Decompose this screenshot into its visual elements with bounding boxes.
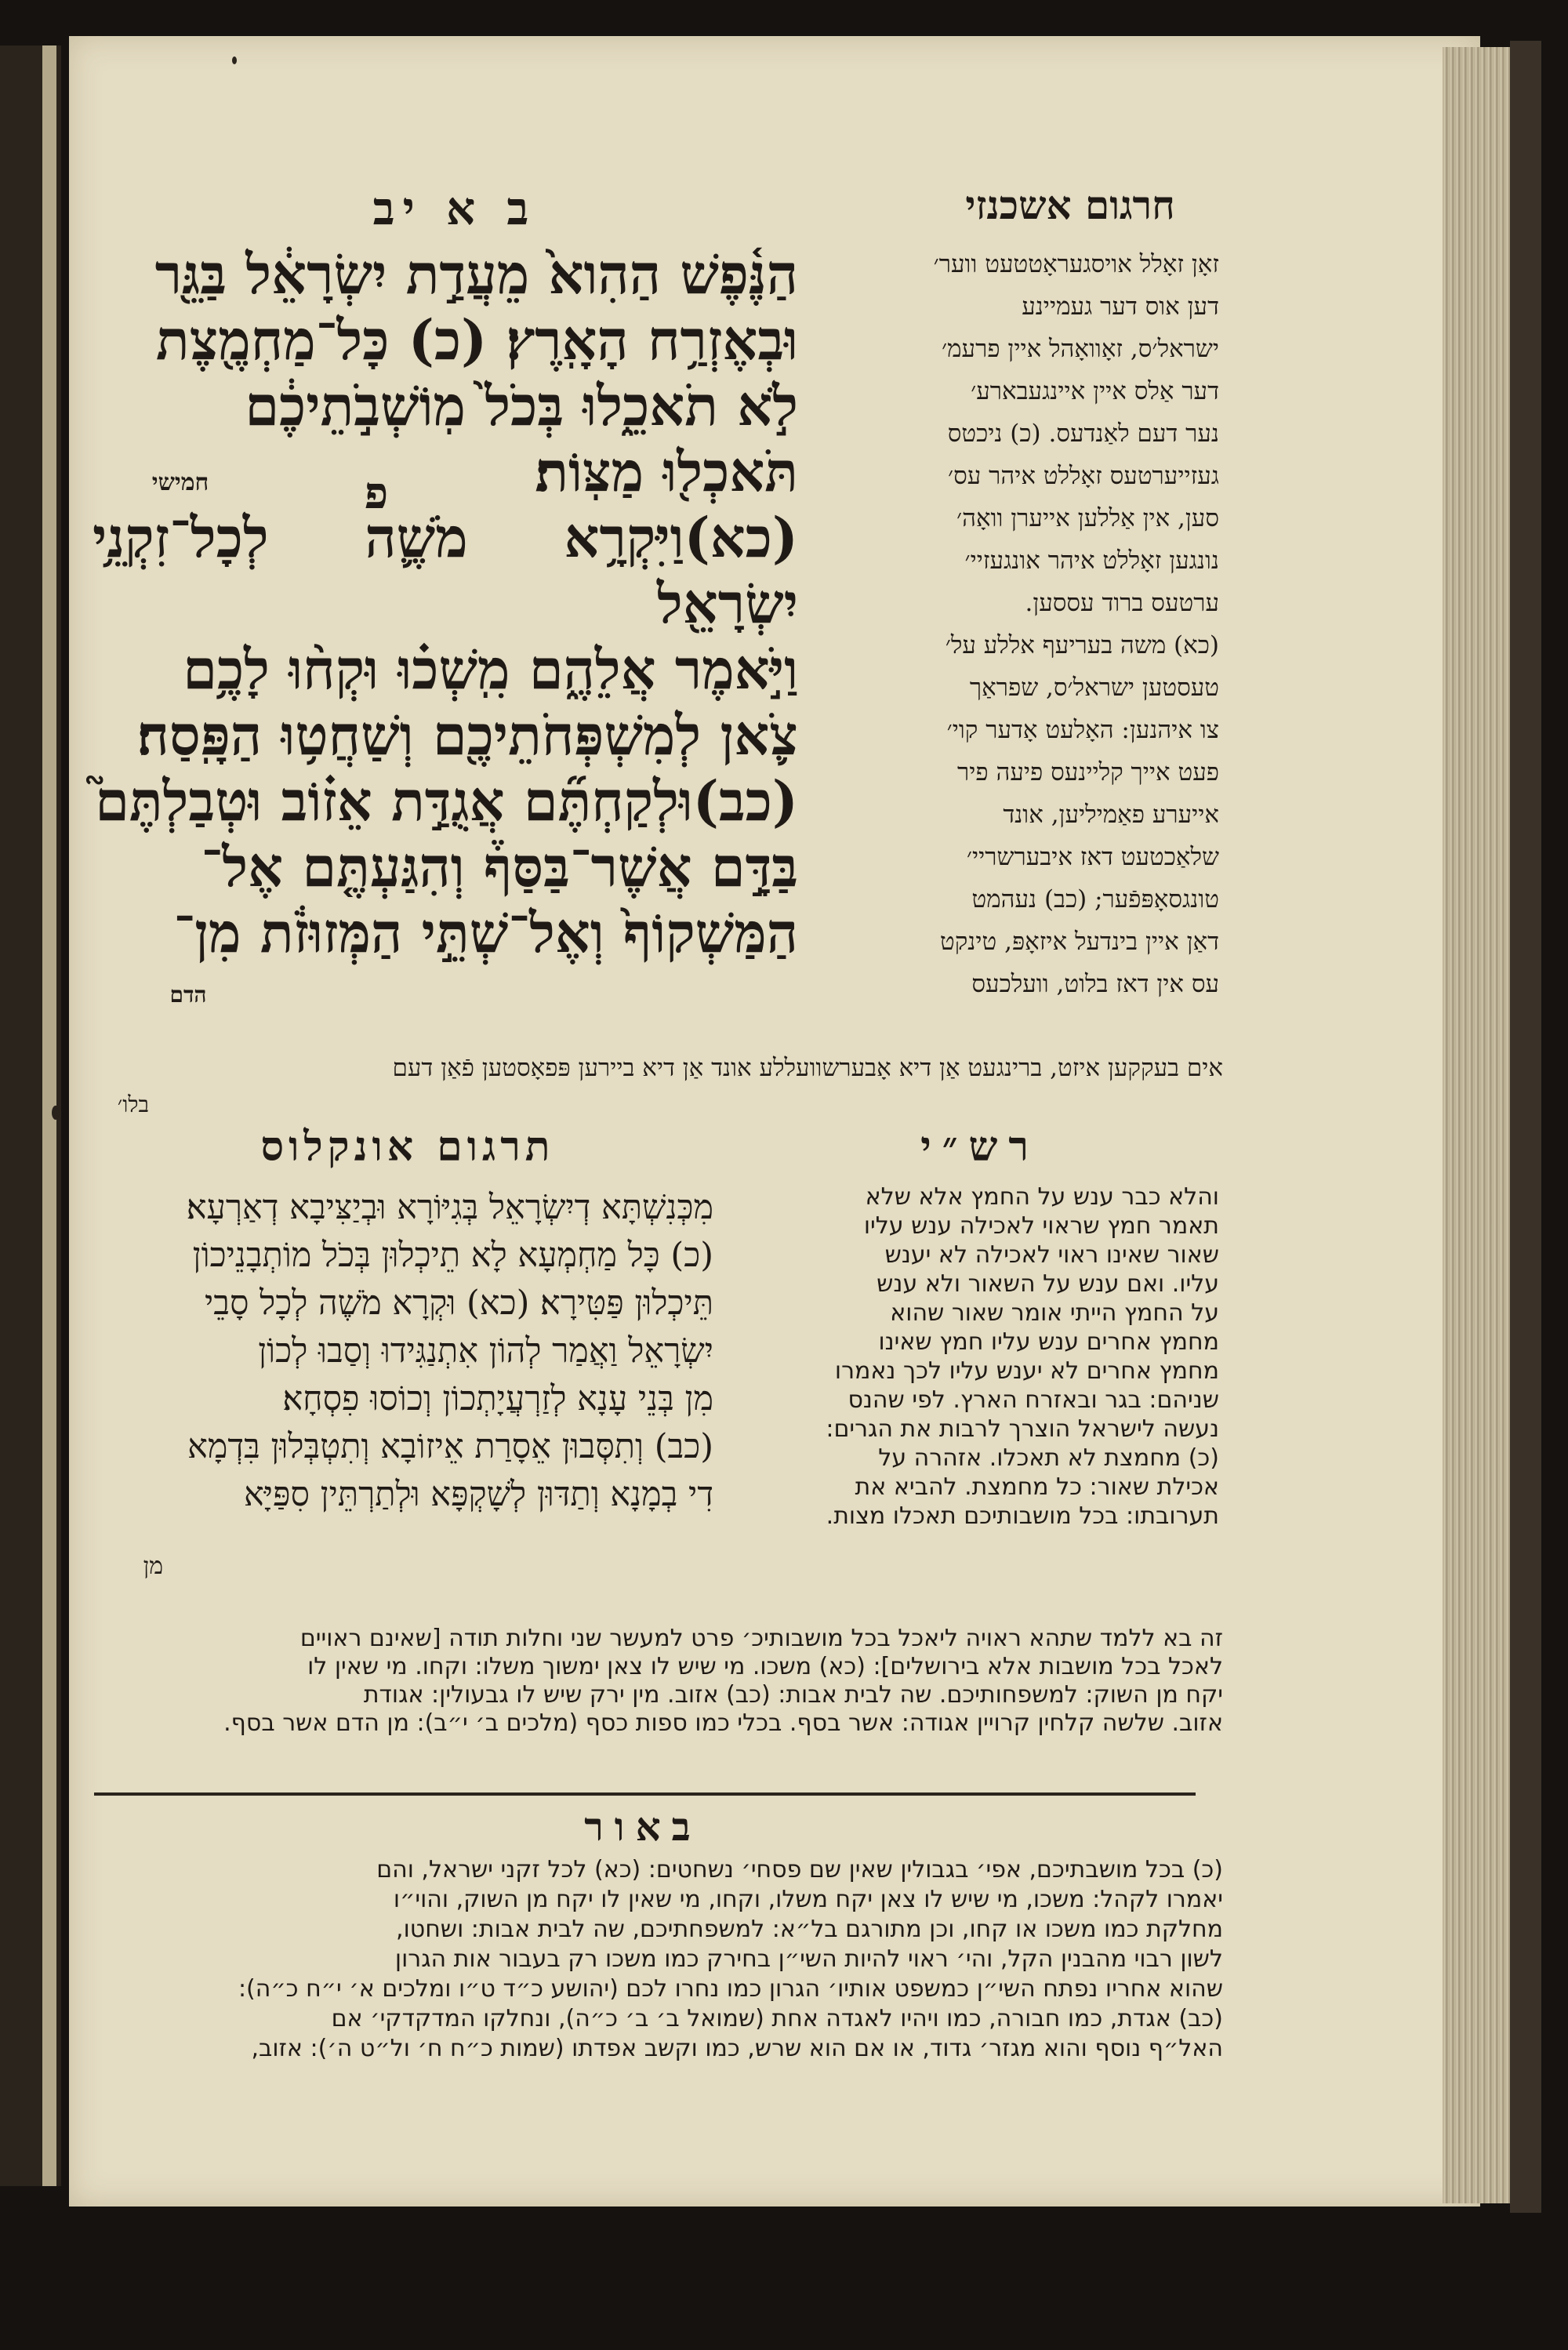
ink-speck xyxy=(232,56,237,64)
verse-line: (כב)וּלְקַחְתֶּ֞ם אֲגֻדַּ֣ת אֵז֗וֹב וּטְבַלְתֶּם֮ xyxy=(95,768,798,834)
onkelos-line: יִשְׂרָאֵל וַאֲמַר לְהוֹן אִתְנַגִּידוּ וְסַבוּ לְכוֹן xyxy=(258,1331,713,1371)
catchword: הדם xyxy=(169,982,207,1008)
rashi-column xyxy=(737,1182,1219,1531)
rashi-line: (כ) מחמצת לא תאכלו. אזהרה על xyxy=(878,1444,1219,1472)
yiddish-line: סען, אין אַללען אייערן וואָה׳ xyxy=(956,504,1219,532)
yiddish-line: דער אַלס איין איינגעבארע׳ xyxy=(971,377,1219,405)
yiddish-line: פעט אייך קליינעס פיעה פיר xyxy=(957,758,1219,786)
yiddish-line: ערטעס ברוד עססען. xyxy=(1025,589,1219,617)
section-divider xyxy=(94,1792,1196,1796)
verse-line: וּבְאֶזְרַ֥ח הָאָֽרֶץ׃ (כ) כָּל־מַחְמֶ֖צֶת xyxy=(155,307,798,372)
verse-line: תֹּאכְל֖וּ מַצּֽוֹת׃ xyxy=(535,439,798,504)
onkelos-line: (כ) כָּל מַחְמְעָא לָא תֵיכְלוּן בְּכֹל מוֹתְבָנֵיכוֹן xyxy=(192,1236,713,1275)
rashi-line: והלא כבר ענש על החמץ אלא שלא xyxy=(865,1183,1219,1211)
rashi-line: על החמץ הייתי אומר שאור שהוא xyxy=(890,1299,1219,1327)
yiddish-line: דען אוס דער געמיינע xyxy=(1022,292,1219,321)
biur-line: לשון רבוי מהבנין הקל, והי׳ ראוי להיות השי״ן בחירק כמו משכו רק בעבור אות הגרון xyxy=(394,1945,1223,1973)
verse-line: צֹ֛אן לְמִשְׁפְּחֹתֵיכֶ֖ם וְשַׁחֲט֥וּ הַפָּֽסַח׃ xyxy=(136,703,798,768)
onkelos-catchword: מן xyxy=(143,1553,163,1580)
rashi-wide-line: יקח מן השוק: למשפחותיכם. שה לבית אבות: (כב) אזוב. מין ירק שיש לו גבעולין: אגודת xyxy=(363,1681,1223,1709)
yiddish-line: עס אין דאז בלוט, וועלכעס xyxy=(971,970,1219,998)
bible-text xyxy=(93,242,798,966)
yiddish-line: (כא) משה בעריעף אללע על׳ xyxy=(945,631,1219,659)
running-head-chapter: ב א יב xyxy=(372,182,537,235)
yiddish-line: דאַן איין בינדעל איזאָפּ, טינקט xyxy=(939,928,1219,956)
onkelos-line: (כב) וְתִסְּבוּן אֵסָרַת אֵיזוֹבָא וְתִטְבְּלוּן בִּדְמָא xyxy=(187,1427,713,1466)
onkelos-line: מִן בְּנֵי עָנָא לְזַרְעֲיָתְכוֹן וְכוֹסוּ פִסְחָא׃ xyxy=(282,1379,713,1418)
rashi-line: מחמץ אחרים לא יענש עליו לכך נאמרו xyxy=(834,1357,1219,1385)
yiddish-line: צו איהנען: האָלעט אָדער קוי׳ xyxy=(946,716,1219,744)
rashi-wide-line: לאכל בכל מושבות אלא בירושלים]: (כא) משכו. מי שיש לו צאן ימשוך משלו: וקחו. מי שאין לו xyxy=(307,1653,1223,1680)
targum-ashkenazi-column xyxy=(818,243,1219,1005)
onkelos-line: דִי בְמָנָא וְתַדּוּן לְשָׁקְפָּא וּלְתַרְתֵּין סִפַּיָּא xyxy=(243,1475,713,1514)
running-head-targum: חרגום אשכנזי xyxy=(965,182,1175,228)
biur-title: באור xyxy=(584,1803,702,1850)
biur-line: (כ) בכל מושבתיכם, אפי׳ בגבולין שאין שם פסחי׳ נשחטים: (כא) לכל זקני ישראל, והם xyxy=(376,1856,1223,1883)
rashi-line: תאמר חמץ שראוי לאכילה ענש עליו xyxy=(863,1212,1219,1240)
onkelos-line: תֵּיכְלוּן פַּטִּירָא׃ (כא) וּקְרָא מֹשֶׁה לְכָל סָבֵי xyxy=(205,1284,713,1323)
verse-line: הַנֶּ֫פֶשׁ הַהִוא֙ מֵעֲדַ֣ת יִשְׂרָאֵ֔ל בַּגֵּ֖ר xyxy=(154,242,798,307)
biur-line: שהוא אחריו נפתח השי״ן כמשפט אותיו׳ הגרון כמו נחרו לכם (יהושע כ״ד ט״ו ומלכים א׳ י״ח כ״ה): xyxy=(238,1975,1223,2003)
onkelos-title: תרגום אונקלוס xyxy=(260,1123,555,1171)
yiddish-line: ישראל׳ס, זאָוואָהל איין פרעמ׳ xyxy=(942,335,1219,363)
ink-speck xyxy=(52,1106,60,1120)
rashi-title: רש״י xyxy=(920,1123,1040,1171)
rashi-wide-block xyxy=(102,1625,1223,1738)
biur-line: האל״ף נוסף והוא מגזר׳ גדוד, או אם הוא שרש, כמו וקשב אפדתו (שמות כ״ח ח׳ ול״ט ה׳): אזוב, xyxy=(251,2035,1223,2062)
yiddish-line: אייערע פאַמיליען, אונד xyxy=(1003,801,1219,829)
petuha-marker: פ xyxy=(364,467,389,519)
rashi-line: מחמץ אחרים ענש עליו חמץ שאינו xyxy=(878,1328,1219,1356)
yiddish-line: נער דעם לאַנדעס. (כ) ניכטס xyxy=(947,420,1219,448)
book-cover-edge xyxy=(1510,41,1541,2213)
onkelos-column xyxy=(94,1184,713,1519)
yiddish-line: זאָן זאָלל אויסגעראָטטעט ווער׳ xyxy=(933,250,1219,278)
yiddish-line: געזייערטעס זאָללט איהר עס׳ xyxy=(947,462,1219,490)
yiddish-line: טעסטען ישראל׳ס, שפראַך xyxy=(969,674,1219,702)
verse-line: הַמַּשְׁקוֹף֙ וְאֶל־שְׁתֵּ֣י הַמְּזוּזֹ֔ת מִן־ xyxy=(173,900,798,965)
biur-line: יאמרו לקהל: משכו, מי שיש לו צאן יקח משלו, וקחו, מי שאין לו יקח מן השוק, והוי״ו xyxy=(393,1886,1223,1913)
yiddish-continuation-end: בלו׳ xyxy=(117,1091,149,1117)
yiddish-continuation: אים בעקקען איזט, ברינגעט אַן דיא אָבערשוועללע אונד אַן דיא ביירען פּפאָסטען פֿאַן דעם xyxy=(392,1054,1223,1082)
biur-line: (כב) אגדת, כמו חבורה, כמו ויהיו לאגדה אחת (שמואל ב׳ ב׳ כ״ה), ונחלקו המדקדקי׳ אם xyxy=(331,2005,1223,2032)
rashi-line: תערובתו: בכל מושבותיכם תאכלו מצות. xyxy=(826,1502,1219,1530)
rashi-wide-line: אזוב. שלשה קלחין קרויין אגודה: אשר בסף. בכלי כמו ספות כסף (מלכים ב׳ י״ב): מן הדם אשר בסף. xyxy=(223,1709,1223,1737)
biur-commentary xyxy=(102,1855,1223,2064)
rashi-line: שאור שאינו ראוי לאכילה לא יענש xyxy=(884,1241,1219,1269)
verse-line: בַּדָּ֣ם אֲשֶׁר־בַּסַּף֒ וְהִגַּעְתֶּ֤ם אֶל־ xyxy=(201,834,798,899)
verse-line: (כא)וַיִּקְרָ֥א מֹשֶׁ֛ה לְכָל־זִקְנֵ֥י יִשְׂרָאֵ֖ל xyxy=(93,505,798,636)
biur-line: מחלקת כמו משכו או קחו, וכן מתורגם בל״א: למשפחתיכם, שה לבית אבות: ושחטו, xyxy=(396,1916,1223,1943)
rashi-line: שניהם: בגר ובאזרח הארץ. לפי שהנס xyxy=(848,1386,1219,1414)
rashi-line: נעשה לישראל הוצרך לרבות את הגרים: xyxy=(826,1415,1219,1443)
yiddish-line: נונגען זאָללט איהר אונגעזיי׳ xyxy=(964,547,1219,575)
verse-line: וַיֹּ֣אמֶר אֲלֵהֶ֑ם מִֽשְׁכ֗וּ וּקְח֨וּ לָכֶ֥ם xyxy=(183,637,798,702)
yiddish-line: שלאַכטעט דאז איבערשריי׳ xyxy=(966,843,1219,871)
page-stack-edge xyxy=(1443,47,1510,2203)
verse-line: לֹ֣א תֹאכֵ֑לוּ בְּכֹל֙ מֽוֹשְׁבֹ֣תֵיכֶ֔ם xyxy=(245,373,798,438)
aliyah-marker: חמישי xyxy=(151,469,209,496)
rashi-line: אכילת שאור: כל מחמצת. להביא את xyxy=(855,1473,1219,1501)
yiddish-line: טונגסאָפּפֿער; (כב) נעהמט xyxy=(971,885,1219,913)
onkelos-line: מִכְּנִשְׁתָּא דְיִשְׂרָאֵל בְּגִיּוֹרָא וּבְיַצִּיבָא דְאַרְעָא׃ xyxy=(186,1188,713,1227)
rashi-line: עליו. ואם ענש על השאור ולא ענש xyxy=(877,1270,1219,1298)
rashi-wide-line: זה בא ללמד שתהא ראויה ליאכל בכל מושבותיכ׳ פרט למעשר שני וחלות תודה [שאינם ראויים xyxy=(299,1625,1223,1652)
